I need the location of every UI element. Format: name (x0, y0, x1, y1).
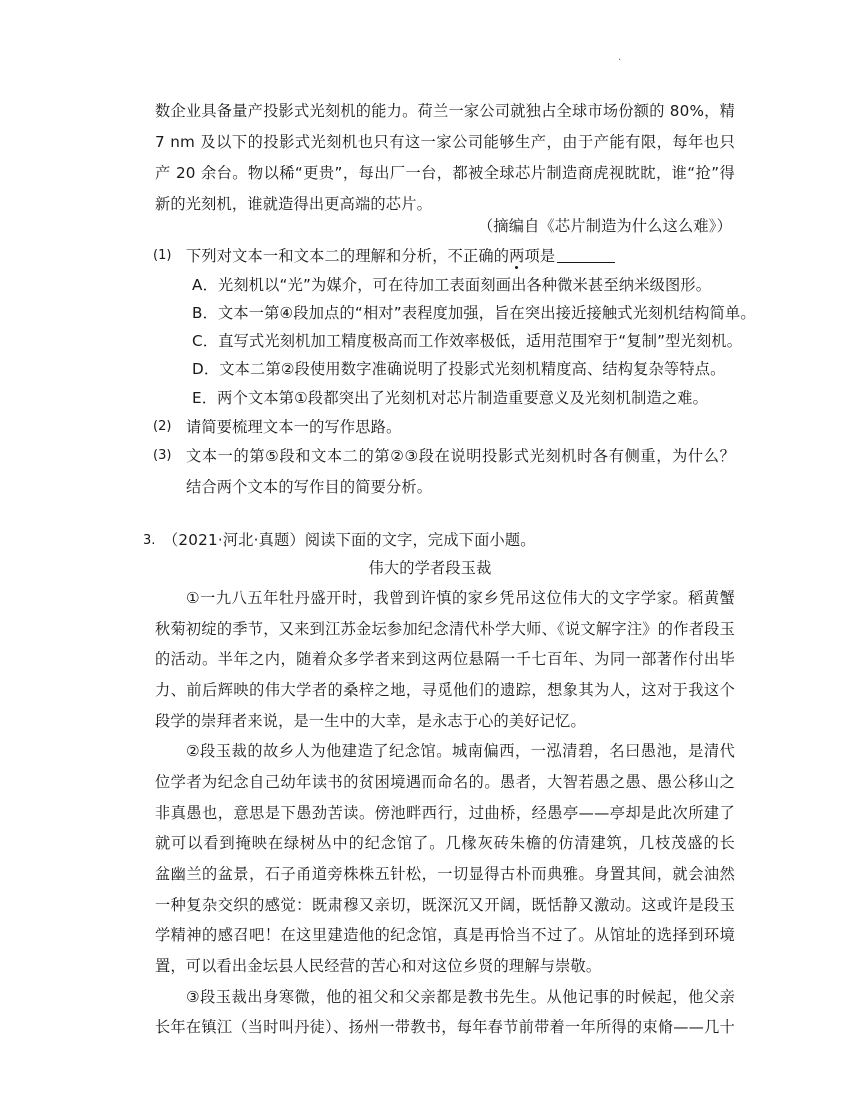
paragraph-line: 就可以看到掩映在绿树丛中的纪念馆了。几椽灰砖朱檐的仿清建筑，几枝茂盛的长 (155, 834, 735, 852)
passage-line: 7 nm 及以下的投影式光刻机也只有这一家公司能够生产，由于产能有限，每年也只 (155, 133, 735, 151)
paragraph-line: 置，可以看出金坛县人民经营的苦心和对这位乡贤的理解与崇敬。 (155, 957, 602, 975)
question-3-text: 结合两个文本的写作目的简要分析。 (186, 478, 433, 496)
paragraph-line: ①一九八五年牡丹盛开时，我曾到许慎的家乡凭吊这位伟大的文字学家。稻黄蟹 (186, 589, 735, 607)
question-1-number: (1) (153, 248, 172, 263)
passage-line: 数企业具备量产投影式光刻机的能力。荷兰一家公司就独占全球市场份额的 80%，精 (155, 102, 735, 120)
paragraph-line: 学精神的感召吧！在这里建造他的纪念馆，真是再恰当不过了。从馆址的选择到环境 (155, 926, 735, 944)
option-e: E．两个文本第①段都突出了光刻机对芯片制造重要意义及光刻机制造之难。 (192, 389, 709, 407)
option-a: A．光刻机以“光”为媒介，可在待加工表面刻画出各种微米甚至纳米级图形。 (192, 276, 712, 294)
paragraph-line: 的活动。半年之内，随着众多学者来到这两位悬隔一千七百年、为同一部著作付出毕 (155, 650, 735, 668)
paragraph-line: ②段玉裁的故乡人为他建造了纪念馆。城南偏西，一泓清碧，名曰愚池，是清代 (186, 742, 735, 760)
passage-line: 新的光刻机，谁就造得出更高端的芯片。 (155, 195, 432, 213)
question-3-number: (3) (153, 448, 172, 463)
option-b: B．文本一第④段加点的“相对”表程度加强，旨在突出接近接触式光刻机结构简单。 (192, 304, 756, 322)
question-1-text-end: 项是 (524, 247, 556, 265)
header-mark: . (618, 52, 622, 63)
paragraph-line: ③段玉裁出身寒微，他的祖父和父亲都是教书先生。从他记事的时候起，他父亲 (186, 988, 735, 1006)
question-2-number: (2) (153, 419, 172, 434)
question-3-text: 文本一的第⑤段和文本二的第②③段在说明投影式光刻机时各有侧重，为什么？ (186, 447, 735, 465)
article-title: 伟大的学者段玉裁 (368, 559, 492, 577)
question-2-text: 请简要梳理文本一的写作思路。 (186, 418, 402, 436)
option-c: C．直写式光刻机加工精度极高而工作效率极低，适用范围窄于“复制”型光刻机。 (192, 332, 743, 350)
question-1-stem (186, 246, 615, 266)
paragraph-line: 段学的崇拜者来说，是一生中的大幸，是永志于心的美好记忆。 (155, 712, 586, 730)
question-1-emphasis: 两 (509, 247, 525, 265)
passage-line: 产 20 余台。物以稀“更贵”，每出厂一台，都被全球芯片制造商虎视眈眈，谁“抢”得 (155, 164, 735, 182)
passage-source: （摘编自《芯片制造为什么这么难》） (478, 217, 732, 235)
paragraph-line: 位学者为纪念自己幼年读书的贫困境遇而命名的。愚者，大智若愚之愚、愚公移山之 (155, 773, 735, 791)
option-d: D．文本二第②段使用数字准确说明了投影式光刻机精度高、结构复杂等特点。 (192, 360, 726, 378)
question-1-text: 下列对文本一和文本二的理解和分析，不正确的 (186, 247, 510, 265)
paragraph-line: 长年在镇江（当时叫丹徒）、扬州一带教书，每年春节前带着一年所得的束脩——几十 (155, 1018, 735, 1036)
paragraph-line: 力、前后辉映的伟大学者的桑梓之地，寻觅他们的遗踪，想象其为人，这对于我这个 (155, 681, 735, 699)
paragraph-line: 秋菊初绽的季节，又来到江苏金坛参加纪念清代朴学大师、《说文解字注》的作者段玉 (155, 620, 735, 638)
section-3-intro: （2021·河北·真题）阅读下面的文字，完成下面小题。 (163, 531, 536, 549)
answer-blank[interactable] (557, 246, 615, 263)
section-3-number: 3. (143, 533, 156, 548)
paragraph-line: 一种复杂交织的感觉：既肃穆又亲切，既深沉又开阔，既恬静又激动。这或许是段玉 (155, 896, 735, 914)
paragraph-line: 盆幽兰的盆景，石子甬道旁株株五针松，一切显得古朴而典雅。身置其间，就会油然 (155, 865, 735, 883)
paragraph-line: 非真愚也，意思是下愚劲苦读。傍池畔西行，过曲桥，经愚亭——亭却是此次所建了 (155, 804, 735, 822)
